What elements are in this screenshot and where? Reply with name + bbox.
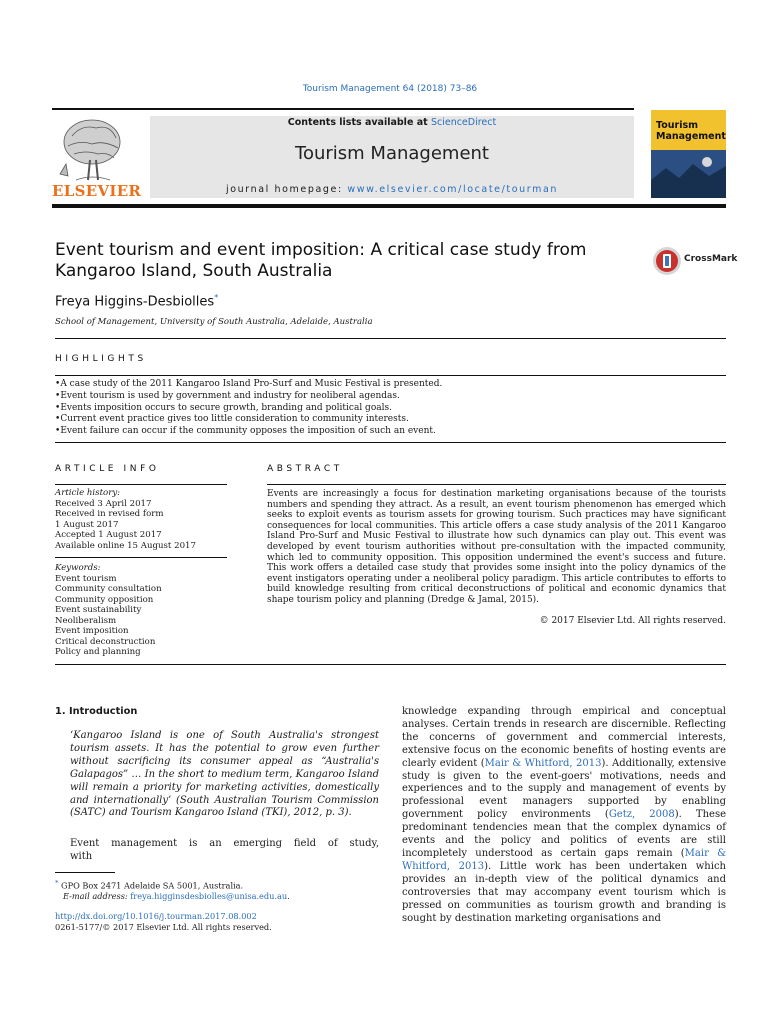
- author-name[interactable]: [55, 293, 218, 309]
- issn-copyright: 0261-5177/© 2017 Elsevier Ltd. All rights reserved.: [55, 921, 272, 932]
- header-rule-top: [52, 108, 634, 110]
- citation-link[interactable]: Mair & Whitford, 2013: [484, 757, 602, 769]
- elsevier-wordmark: ELSEVIER: [52, 182, 142, 200]
- footnote-rule: [55, 872, 115, 873]
- divider: [55, 338, 726, 339]
- history-line: Available online 15 August 2017: [55, 540, 196, 551]
- body-text: knowledge expanding through empirical and conceptual analyses. Certain trends in research are discernible. Reflecting the concerns of government and commercial interests, extensive focus on the economic benefits of hosting events are clearly evident (: [402, 706, 726, 769]
- highlights-list: [55, 379, 726, 438]
- keyword: Neoliberalism: [55, 615, 117, 626]
- keyword: Event imposition: [55, 626, 129, 636]
- highlight-item: • Current event practice gives too little consideration to community interests.: [55, 414, 726, 426]
- section-heading-introduction: 1. Introduction: [55, 706, 138, 717]
- journal-cover-thumbnail[interactable]: [651, 110, 726, 198]
- contents-prefix: Contents lists available at: [287, 117, 431, 128]
- author-name-text: Freya Higgins-Desbiolles: [55, 294, 215, 310]
- body-paragraph-right: [402, 706, 726, 925]
- footnote-email: [55, 891, 375, 902]
- article-info-heading: ARTICLE INFO: [55, 464, 160, 474]
- highlight-item: • Event failure can occur if the community opposes the imposition of such an event.: [55, 426, 726, 438]
- keywords-list: [55, 563, 227, 658]
- citation-link[interactable]: Getz, 2008: [608, 809, 675, 821]
- email-end: .: [287, 891, 290, 902]
- body-text: ). These predominant tendencies mean that the complex dynamics of events and the policy and politics of events are still incompletely understood as certain gaps remain (: [402, 809, 727, 859]
- abstract-text: Events are increasingly a focus for destination marketing organisations because of the tourists numbers and spending they attract. As a result, an event tourism phenomenon has emerged which seeks to exploit events as tourism assets for growing tourism. Such practices may have significant consequences for local communities. This article offers a case study analysis of the 2011 Kangaroo Island Pro-Surf and Music Festival to illustrate how such dynamics can play out. This event was developed by event tourism authorities without pre-consultation with the impacted community, which led to community opposition. This opposition undermined the event's success and future. This work offers a detailed case study that provides some insight into the policy dynamics of the event instigators operating under a neoliberal policy paradigm. This article contributes to efforts to build knowledge resulting from critical deconstructions of political and economic dynamics that shape tourism policy and planning (Dredge & Jamal, 2015).: [267, 489, 726, 605]
- homepage-link[interactable]: www.elsevier.com/locate/tourman: [347, 184, 559, 195]
- header-rule-bottom: [52, 204, 726, 208]
- keywords-label: Keywords:: [55, 563, 101, 573]
- history-line: Received in revised form: [55, 509, 164, 519]
- history-line: Accepted 1 August 2017: [55, 530, 162, 540]
- body-text: ). Additionally, extensive study is given to the event-goers' motivations, needs and experiences and to the supply and management of events by professional event managers supported by enabling government policy environments (: [402, 757, 727, 821]
- highlights-heading: HIGHLIGHTS: [55, 354, 147, 364]
- homepage-prefix: journal homepage:: [225, 184, 348, 195]
- keywords-rule: [55, 557, 227, 558]
- footnote-address: [55, 878, 375, 891]
- email-link[interactable]: freya.higginsdesbiolles@unisa.edu.au: [130, 891, 288, 902]
- abstract-rule: [267, 484, 726, 485]
- address-text: GPO Box 2471 Adelaide SA 5001, Australia.: [58, 880, 244, 891]
- abstract-copyright: © 2017 Elsevier Ltd. All rights reserved.: [539, 616, 726, 626]
- keyword: Critical deconstruction: [55, 636, 156, 647]
- opening-quote: [70, 730, 379, 820]
- article-title: Event tourism and event imposition: A critical case study from Kangaroo Island, South Australia: [55, 240, 587, 281]
- citation-link[interactable]: Mair & Whitford, 2013: [402, 847, 726, 872]
- body-text: ). Little work has been undertaken which provides an in-depth view of the political dynamics and controversies that may accompany event tourism which is pressed on communities as tourism growth and branding is sought by destination marketing organisations and: [402, 860, 726, 924]
- body-paragraph: Event management is an emerging field of study, with: [70, 838, 379, 862]
- article-history: [55, 488, 227, 551]
- email-label: E-mail address:: [63, 891, 131, 902]
- author-affiliation: School of Management, University of South Australia, Adelaide, Australia: [55, 317, 373, 327]
- doi-block: [55, 911, 375, 932]
- keyword: Event sustainability: [55, 605, 142, 615]
- highlight-item: • Event tourism is used by government and industry for neoliberal agendas.: [55, 391, 726, 403]
- author-footnote-mark[interactable]: *: [214, 293, 219, 302]
- cover-photo: [651, 150, 726, 198]
- author-footnote: [55, 878, 375, 902]
- highlight-item: • A case study of the 2011 Kangaroo Island Pro-Surf and Music Festival is presented.: [55, 379, 726, 391]
- highlight-item: • Events imposition occurs to secure growth, branding and political goals.: [55, 403, 726, 415]
- article-history-label: Article history:: [55, 488, 121, 498]
- doi-link[interactable]: http://dx.doi.org/10.1016/j.tourman.2017.08.002: [55, 911, 257, 921]
- divider: [55, 664, 726, 665]
- contents-line: [150, 117, 634, 128]
- keyword: Event tourism: [55, 573, 117, 584]
- journal-citation[interactable]: Tourism Management 64 (2018) 73–86: [302, 84, 478, 94]
- keyword: Community consultation: [55, 584, 162, 594]
- divider: [55, 442, 726, 443]
- cover-title: Tourism Management: [656, 120, 726, 142]
- crossmark-icon[interactable]: [652, 246, 682, 276]
- quote-text: ‘Kangaroo Island is one of South Australia's strongest tourism assets. It has the potential to grow even further without sacrificing its consumer appeal as “Australia's Galapagos” … In the short to medium term, Kangaroo Island will remain a priority for marketing activities, domestically and internationally’: [70, 730, 379, 806]
- article-info-rule: [55, 484, 227, 485]
- footnote-mark: *: [55, 879, 59, 887]
- history-line: 1 August 2017: [55, 519, 119, 530]
- journal-title: Tourism Management: [295, 143, 489, 164]
- journal-homepage: [150, 184, 634, 195]
- quote-source: (South Australian Tourism Commission (SATC) and Tourism Kangaroo Island (TKI), 2012, p. 3).: [70, 794, 379, 819]
- crossmark-label[interactable]: CrossMark: [684, 254, 738, 264]
- keyword: Policy and planning: [55, 647, 141, 657]
- sciencedirect-link[interactable]: ScienceDirect: [430, 117, 497, 128]
- keyword: Community opposition: [55, 594, 154, 605]
- history-line: Received 3 April 2017: [55, 498, 152, 509]
- abstract-heading: ABSTRACT: [267, 464, 343, 474]
- highlights-rule: [55, 375, 726, 376]
